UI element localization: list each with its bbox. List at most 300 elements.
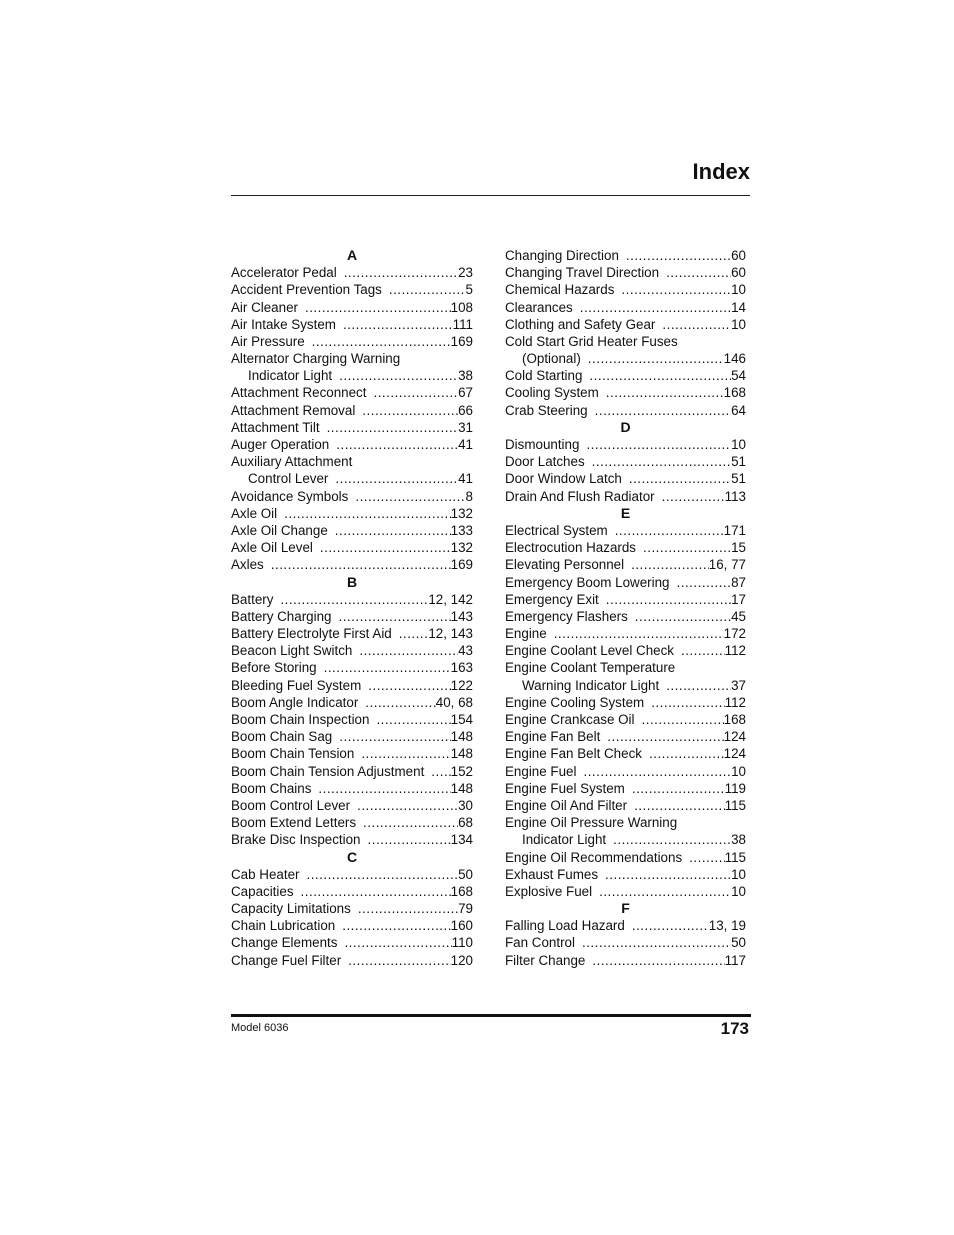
index-entry	[231, 264, 473, 281]
dot-leader	[583, 763, 731, 780]
index-entry	[231, 952, 473, 969]
index-entry	[505, 367, 746, 384]
index-entry	[505, 299, 746, 316]
dot-leader	[359, 642, 458, 659]
index-term: Brake Disc Inspection	[231, 832, 361, 848]
index-term: Emergency Flashers	[505, 608, 628, 624]
index-entry	[505, 728, 746, 745]
index-term: Indicator Light	[248, 368, 333, 384]
index-page-ref: 50	[731, 935, 746, 951]
dot-leader	[649, 745, 724, 762]
dot-leader	[592, 952, 724, 969]
dot-leader	[306, 866, 458, 883]
index-term: Battery Charging	[231, 608, 332, 624]
index-page-ref: 37	[731, 677, 746, 693]
dot-leader	[271, 556, 451, 573]
dot-leader	[355, 488, 465, 505]
index-term: Accelerator Pedal	[231, 265, 337, 281]
index-term: Engine Fuel	[505, 763, 577, 779]
dot-leader	[662, 488, 725, 505]
index-page-ref: 120	[450, 952, 473, 968]
index-page-ref: 51	[731, 471, 746, 487]
index-page-ref: 8	[465, 488, 473, 504]
index-entry	[231, 608, 473, 625]
index-term: Elevating Personnel	[505, 557, 625, 573]
index-page-ref: 124	[723, 729, 746, 745]
dot-leader	[368, 677, 450, 694]
index-entry	[505, 539, 746, 556]
index-entry	[231, 883, 473, 900]
index-page-ref: 143	[450, 608, 473, 624]
index-term: Engine Coolant Temperature	[505, 660, 676, 676]
index-term: Chemical Hazards	[505, 282, 615, 298]
section-letter: A	[346, 247, 358, 263]
index-entry	[231, 591, 473, 608]
index-term: Filter Change	[505, 952, 586, 968]
index-entry	[505, 952, 746, 969]
dot-leader	[373, 384, 458, 401]
index-page-ref: 117	[724, 952, 746, 968]
index-page-ref: 10	[731, 866, 746, 882]
index-page-ref: 113	[724, 488, 746, 504]
dot-leader	[343, 316, 453, 333]
index-entry	[231, 281, 473, 298]
index-term: Air Intake System	[231, 316, 336, 332]
index-page-ref: 115	[724, 797, 746, 813]
index-term: Accident Prevention Tags	[231, 282, 382, 298]
dot-leader	[324, 659, 451, 676]
index-term: Boom Angle Indicator	[231, 694, 359, 710]
index-page-ref: 115	[724, 849, 746, 865]
dot-leader	[327, 419, 459, 436]
index-entry	[231, 316, 473, 333]
index-entry	[505, 453, 746, 470]
index-entry	[505, 917, 746, 934]
index-term: Attachment Tilt	[231, 419, 320, 435]
index-entry	[505, 470, 746, 487]
index-term: Crab Steering	[505, 402, 588, 418]
index-term: Fan Control	[505, 935, 575, 951]
index-entry	[231, 866, 473, 883]
index-term: Axles	[231, 557, 264, 573]
dot-leader	[605, 866, 731, 883]
dot-leader	[284, 505, 451, 522]
dot-leader	[320, 539, 451, 556]
index-term: Attachment Removal	[231, 402, 356, 418]
index-term: Capacities	[231, 883, 294, 899]
index-entry	[505, 591, 746, 608]
section-letter: F	[621, 900, 630, 917]
index-page-ref: 133	[450, 522, 473, 538]
index-page-ref: 172	[723, 626, 746, 642]
dot-leader	[589, 367, 731, 384]
index-term: Beacon Light Switch	[231, 643, 353, 659]
index-page-ref: 132	[450, 540, 473, 556]
index-entry	[505, 745, 746, 762]
index-entry	[231, 814, 473, 831]
index-entry	[505, 866, 746, 883]
dot-leader	[586, 436, 731, 453]
index-entry	[505, 711, 746, 728]
index-entry	[505, 797, 746, 814]
index-entry	[231, 745, 473, 762]
index-term: Engine Fan Belt Check	[505, 746, 642, 762]
index-term: Engine Coolant Level Check	[505, 643, 674, 659]
index-entry	[231, 419, 473, 436]
dot-leader	[580, 299, 731, 316]
index-term: Exhaust Fumes	[505, 866, 599, 882]
index-entry	[505, 350, 746, 367]
index-term: Falling Load Hazard	[505, 918, 625, 934]
dot-leader	[606, 591, 731, 608]
index-term: Cooling System	[505, 385, 599, 401]
index-page-ref: 54	[731, 368, 746, 384]
index-term: Dismounting	[505, 437, 580, 453]
index-term: Engine Fuel System	[505, 780, 625, 796]
index-column-right	[505, 247, 746, 969]
dot-leader	[399, 625, 429, 642]
index-page-ref: 17	[731, 591, 746, 607]
index-entry	[231, 728, 473, 745]
section-letter: D	[620, 418, 631, 435]
index-page-ref: 122	[450, 677, 473, 693]
index-page-ref: 148	[450, 729, 473, 745]
index-page-ref: 160	[450, 918, 473, 934]
index-entry	[231, 470, 473, 487]
index-term: Axle Oil Change	[231, 522, 328, 538]
section-letter: E	[620, 504, 631, 521]
dot-leader	[606, 384, 724, 401]
index-page-ref: 10	[731, 316, 746, 332]
index-page-ref: 45	[731, 608, 746, 624]
index-term: Before Storing	[231, 660, 317, 676]
index-entry	[231, 367, 473, 384]
index-entry	[505, 694, 746, 711]
index-term: Capacity Limitations	[231, 901, 351, 917]
index-entry	[505, 556, 746, 573]
index-term: Boom Chain Tension	[231, 746, 355, 762]
index-term: Drain And Flush Radiator	[505, 488, 655, 504]
index-page-ref: 87	[731, 574, 746, 590]
index-entry	[505, 385, 746, 402]
dot-leader	[582, 934, 731, 951]
dot-leader	[588, 350, 724, 367]
index-page-ref: 40, 68	[435, 694, 473, 710]
index-entry	[231, 917, 473, 934]
index-term: Changing Travel Direction	[505, 265, 660, 281]
index-entry	[231, 797, 473, 814]
index-entry	[231, 935, 473, 952]
title-rule	[231, 195, 750, 196]
index-page-ref: 79	[458, 901, 473, 917]
index-entry	[231, 694, 473, 711]
index-term: Engine Oil Recommendations	[505, 849, 683, 865]
index-term: Avoidance Symbols	[231, 488, 349, 504]
index-page-ref: 64	[731, 402, 746, 418]
index-page-ref: 119	[724, 780, 746, 796]
dot-leader	[280, 591, 428, 608]
index-page-ref: 163	[450, 660, 473, 676]
index-page-ref: 60	[731, 247, 746, 263]
index-entry	[505, 436, 746, 453]
dot-leader	[362, 402, 458, 419]
dot-leader	[363, 814, 458, 831]
index-entry	[231, 642, 473, 659]
page-title: Index	[692, 159, 750, 184]
index-term: Air Cleaner	[231, 299, 298, 315]
index-page-ref: 148	[450, 780, 473, 796]
index-page-ref: 38	[731, 832, 746, 848]
index-page-ref: 168	[723, 385, 746, 401]
index-term: Electrocution Hazards	[505, 540, 636, 556]
index-entry-heading	[505, 333, 746, 350]
dot-leader	[342, 917, 450, 934]
dot-leader	[336, 436, 458, 453]
index-page-ref: 23	[458, 265, 473, 281]
index-entry	[505, 935, 746, 952]
index-page-ref: 148	[450, 746, 473, 762]
index-term: Door Window Latch	[505, 471, 622, 487]
index-term: Boom Chain Tension Adjustment	[231, 763, 425, 779]
dot-leader	[631, 556, 709, 573]
index-entry	[231, 299, 473, 316]
dot-leader	[338, 608, 450, 625]
dot-leader	[666, 677, 731, 694]
index-page-ref: 14	[731, 299, 746, 315]
dot-leader	[339, 728, 450, 745]
index-term: Boom Chains	[231, 780, 312, 796]
index-term: Battery Electrolyte First Aid	[231, 626, 392, 642]
index-page-ref: 41	[458, 437, 473, 453]
index-page-ref: 41	[458, 471, 473, 487]
index-entry	[505, 780, 746, 797]
dot-leader	[365, 694, 435, 711]
index-page-ref: 68	[458, 815, 473, 831]
index-term: Axle Oil Level	[231, 540, 313, 556]
index-term: Auxiliary Attachment	[231, 454, 353, 470]
index-term: Boom Chain Sag	[231, 729, 333, 745]
index-term: Alternator Charging Warning	[231, 351, 401, 367]
dot-leader	[643, 539, 731, 556]
index-entry	[505, 264, 746, 281]
footer-model: Model 6036	[231, 1022, 289, 1034]
index-term: Air Pressure	[231, 333, 305, 349]
index-page-ref: 146	[723, 351, 746, 367]
index-entry	[505, 402, 746, 419]
dot-leader	[615, 522, 724, 539]
index-term: Boom Control Lever	[231, 797, 351, 813]
section-letter: B	[346, 573, 358, 590]
index-term: Cold Start Grid Heater Fuses	[505, 333, 678, 349]
index-entry	[505, 849, 746, 866]
index-term: Clothing and Safety Gear	[505, 316, 656, 332]
dot-leader	[344, 934, 451, 951]
dot-leader	[632, 917, 709, 934]
index-term: Engine Oil And Filter	[505, 797, 628, 813]
index-column-left	[231, 247, 473, 969]
index-term: Warning Indicator Light	[522, 677, 660, 693]
index-page-ref: 12, 142	[428, 591, 473, 607]
dot-leader	[634, 797, 725, 814]
dot-leader	[301, 883, 451, 900]
index-page-ref: 171	[723, 522, 746, 538]
dot-leader	[666, 264, 731, 281]
dot-leader	[629, 470, 731, 487]
dot-leader	[607, 728, 723, 745]
index-term: Engine Crankcase Oil	[505, 712, 635, 728]
index-page-ref: 132	[450, 505, 473, 521]
index-page-ref: 112	[724, 643, 746, 659]
index-page-ref: 12, 143	[428, 626, 473, 642]
dot-leader	[368, 831, 451, 848]
index-entry	[505, 488, 746, 505]
index-entry	[231, 556, 473, 573]
index-page-ref: 108	[450, 299, 473, 315]
index-term: Control Lever	[248, 471, 329, 487]
dot-leader	[431, 763, 450, 780]
index-term: Indicator Light	[522, 832, 607, 848]
index-entry	[505, 763, 746, 780]
index-term: Bleeding Fuel System	[231, 677, 362, 693]
dot-leader	[389, 281, 466, 298]
dot-leader	[677, 574, 732, 591]
index-page-ref: 124	[723, 746, 746, 762]
dot-leader	[621, 281, 731, 298]
index-term: Cold Starting	[505, 368, 583, 384]
dot-leader	[361, 745, 450, 762]
dot-leader	[599, 883, 731, 900]
index-entry	[505, 247, 746, 264]
index-entry	[231, 505, 473, 522]
index-page-ref: 13, 19	[708, 918, 746, 934]
index-term: Explosive Fuel	[505, 883, 593, 899]
index-term: Electrical System	[505, 522, 608, 538]
index-page-ref: 60	[731, 265, 746, 281]
index-page-ref: 16, 77	[708, 557, 746, 573]
index-entry	[231, 539, 473, 556]
index-page-ref: 134	[450, 832, 473, 848]
footer-page-number: 173	[720, 1019, 749, 1038]
index-entry	[231, 436, 473, 453]
dot-leader	[318, 780, 450, 797]
dot-leader	[635, 608, 731, 625]
index-page-ref: 51	[731, 454, 746, 470]
index-term: Clearances	[505, 299, 573, 315]
index-page-ref: 111	[452, 316, 473, 332]
index-page-ref: 154	[450, 712, 473, 728]
index-entry-heading	[505, 814, 746, 831]
index-page-ref: 66	[458, 402, 473, 418]
dot-leader	[642, 711, 724, 728]
index-term: Changing Direction	[505, 247, 619, 263]
index-page-ref: 43	[458, 643, 473, 659]
dot-leader	[305, 299, 451, 316]
index-term: Auger Operation	[231, 437, 330, 453]
dot-leader	[357, 797, 458, 814]
dot-leader	[689, 849, 724, 866]
index-entry	[231, 711, 473, 728]
index-page-ref: 10	[731, 883, 746, 899]
dot-leader	[554, 625, 724, 642]
dot-leader	[662, 316, 731, 333]
index-page-ref: 10	[731, 282, 746, 298]
dot-leader	[335, 470, 458, 487]
index-entry	[231, 831, 473, 848]
index-page-ref: 30	[458, 797, 473, 813]
index-term: Axle Oil	[231, 505, 278, 521]
index-entry	[231, 402, 473, 419]
dot-leader	[335, 522, 451, 539]
index-term: Boom Extend Letters	[231, 815, 357, 831]
index-entry	[505, 642, 746, 659]
dot-leader	[651, 694, 724, 711]
index-entry	[231, 677, 473, 694]
index-entry	[231, 625, 473, 642]
index-entry	[231, 522, 473, 539]
index-entry	[505, 316, 746, 333]
index-term: Chain Lubrication	[231, 918, 336, 934]
index-page-ref: 10	[731, 763, 746, 779]
dot-leader	[681, 642, 725, 659]
index-entry	[231, 763, 473, 780]
dot-leader	[376, 711, 450, 728]
index-entry	[231, 488, 473, 505]
index-entry-heading	[505, 660, 746, 677]
index-page-ref: 169	[450, 557, 473, 573]
index-term: Battery	[231, 591, 274, 607]
index-entry	[231, 660, 473, 677]
section-letter: C	[346, 848, 358, 865]
index-page-ref: 152	[450, 763, 473, 779]
index-term: Attachment Reconnect	[231, 385, 367, 401]
index-term: Change Fuel Filter	[231, 952, 342, 968]
index-term: Engine	[505, 626, 547, 642]
index-entry	[505, 831, 746, 848]
dot-leader	[626, 247, 731, 264]
index-page-ref: 10	[731, 437, 746, 453]
index-term: Emergency Boom Lowering	[505, 574, 670, 590]
index-page-ref: 5	[465, 282, 473, 298]
dot-leader	[592, 453, 731, 470]
index-term: Boom Chain Inspection	[231, 712, 370, 728]
index-entry	[231, 333, 473, 350]
dot-leader	[358, 900, 458, 917]
index-term: Emergency Exit	[505, 591, 599, 607]
index-page-ref: 168	[723, 712, 746, 728]
dot-leader	[613, 831, 731, 848]
dot-leader	[312, 333, 451, 350]
index-term: Door Latches	[505, 454, 585, 470]
index-page-ref: 15	[731, 540, 746, 556]
index-entry	[505, 625, 746, 642]
dot-leader	[595, 402, 731, 419]
footer-rule	[231, 1014, 751, 1017]
index-page-ref: 31	[458, 419, 473, 435]
dot-leader	[339, 367, 458, 384]
index-entry	[231, 900, 473, 917]
index-entry	[231, 780, 473, 797]
index-entry	[231, 385, 473, 402]
index-page-ref: 110	[451, 935, 473, 951]
index-page-ref: 112	[724, 694, 746, 710]
index-term: Engine Fan Belt	[505, 729, 601, 745]
dot-leader	[632, 780, 725, 797]
index-entry-heading	[231, 350, 473, 367]
index-term: Change Elements	[231, 935, 338, 951]
index-page-ref: 169	[450, 333, 473, 349]
index-entry	[505, 883, 746, 900]
index-page-ref: 168	[450, 883, 473, 899]
